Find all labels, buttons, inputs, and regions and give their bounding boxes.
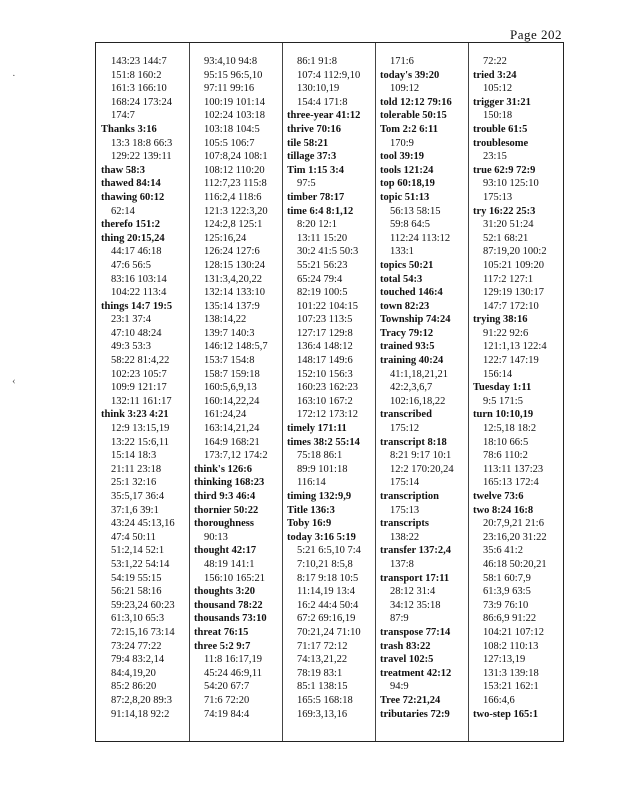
index-term: trying 38:16	[473, 314, 528, 326]
index-page-refs: 146:12 148:5,7	[204, 341, 268, 353]
index-term: therefo 151:2	[101, 219, 160, 231]
index-term: topic 51:13	[380, 191, 430, 203]
index-page-refs: 28:12 31:4	[390, 586, 436, 598]
index-page-refs: 121:3 122:3,20	[204, 205, 268, 217]
index-page-refs: 82:19 100:5	[297, 287, 348, 299]
index-page-refs: 127:13,19	[483, 654, 526, 666]
index-page-refs: 7:10,21 8:5,8	[297, 558, 353, 570]
index-term: Thanks 3:16	[101, 123, 157, 135]
index-page-refs: 129:19 130:17	[483, 287, 544, 299]
index-page-refs: 127:17 129:8	[297, 327, 353, 339]
index-page-refs: 47:10 48:24	[111, 327, 162, 339]
index-page-refs: 62:14	[111, 205, 135, 217]
index-term: threat 76:15	[194, 626, 249, 638]
index-page-refs: 129:22 139:11	[111, 151, 172, 163]
index-page-refs: 71:6 72:20	[204, 694, 250, 706]
index-term: things 14:7 19:5	[101, 300, 173, 312]
margin-mark: ·	[12, 70, 16, 82]
index-term: true 62:9 72:9	[473, 164, 536, 176]
index-term: Tim 1:15 3:4	[287, 164, 344, 176]
index-term: try 16:22 25:3	[473, 205, 536, 217]
index-term: tillage 37:3	[287, 151, 337, 163]
index-term: tried 3:24	[473, 69, 517, 81]
index-term: two 8:24 16:8	[473, 504, 534, 516]
index-page-refs: 169:3,13,16	[297, 708, 348, 720]
index-page-refs: 113:11 137:23	[483, 463, 544, 475]
index-term: Tuesday 1:11	[473, 382, 532, 394]
index-page-refs: 87:9	[390, 613, 409, 625]
index-term: today 3:16 5:19	[287, 531, 356, 543]
index-page-refs: 166:4,6	[483, 694, 515, 706]
index-term: touched 146:4	[380, 287, 443, 299]
index-page-refs: 108:2 110:13	[483, 640, 539, 652]
index-page-refs: 160:14,22,24	[204, 395, 260, 407]
index-page-refs: 90:13	[204, 531, 228, 543]
index-term: thawing 60:12	[101, 191, 165, 203]
index-page-refs: 58:1 60:7,9	[483, 572, 531, 584]
index-page-refs: 87:2,8,20 89:3	[111, 694, 172, 706]
index-page-refs: 164:9 168:21	[204, 436, 260, 448]
index-page-refs: 160:23 162:23	[297, 382, 358, 394]
index-term: tolerable 50:15	[380, 110, 447, 122]
index-term: treatment 42:12	[380, 667, 452, 679]
index-page-refs: 107:23 113:5	[297, 314, 353, 326]
index-page-refs: 48:19 141:1	[204, 558, 255, 570]
index-page-refs: 43:24 45:13,16	[111, 518, 175, 530]
index-term: thoughts 3:20	[194, 586, 255, 598]
index-term: think 3:23 4:21	[101, 409, 169, 421]
index-term: turn 10:10,19	[473, 409, 534, 421]
index-page-refs: 136:4 148:12	[297, 341, 353, 353]
index-page-refs: 16:2 44:4 50:4	[297, 599, 359, 611]
index-term: timing 132:9,9	[287, 491, 352, 502]
index-term: thousands 73:10	[194, 613, 267, 625]
index-term: Toby 16:9	[287, 518, 332, 530]
index-term: tools 121:24	[380, 164, 434, 176]
index-page-refs: 173:7,12 174:2	[204, 450, 268, 462]
column-divider	[375, 43, 376, 741]
index-page-refs: 91:14,18 92:2	[111, 708, 170, 720]
index-page-refs: 85:2 86:20	[111, 681, 157, 693]
index-page-refs: 160:5,6,9,13	[204, 382, 257, 394]
column-divider	[189, 43, 190, 741]
index-page-refs: 31:20 51:24	[483, 219, 534, 231]
index-page-refs: 84:4,19,20	[111, 667, 156, 679]
index-term: trash 83:22	[380, 640, 431, 652]
index-page-refs: 102:24 103:18	[204, 110, 265, 122]
index-term: trigger 31:21	[473, 96, 531, 108]
index-page-refs: 35:6 41:2	[483, 545, 523, 557]
index-page-refs: 148:17 149:6	[297, 355, 353, 367]
index-term: thought 42:17	[194, 545, 257, 557]
index-page-refs: 55:21 56:23	[297, 259, 348, 271]
index-page-refs: 46:18 50:20,21	[483, 558, 547, 570]
index-page-refs: 156:10 165:21	[204, 572, 265, 584]
index-page-refs: 151:8 160:2	[111, 69, 162, 81]
index-term: thousand 78:22	[194, 599, 263, 611]
index-term: timely 171:11	[287, 423, 347, 435]
index-page-refs: 175:13	[483, 191, 513, 203]
index-page-refs: 72:22	[483, 56, 507, 67]
index-term: transport 17:11	[380, 572, 450, 584]
index-term: two-step 165:1	[473, 708, 539, 720]
index-page-refs: 152:10 156:3	[297, 368, 353, 380]
index-term: today's 39:20	[380, 69, 440, 81]
index-page-refs: 54:19 55:15	[111, 572, 162, 584]
index-page-refs: 86:6,9 91:22	[483, 613, 537, 625]
index-term: travel 102:5	[380, 654, 434, 666]
index-term: training 40:24	[380, 355, 444, 367]
index-page-refs: 161:24,24	[204, 409, 247, 421]
index-page-refs: 51:2,14 52:1	[111, 545, 165, 557]
index-page-refs: 59:8 64:5	[390, 219, 430, 231]
index-column-2	[194, 55, 268, 721]
index-page-refs: 89:9 101:18	[297, 463, 348, 475]
index-page-refs: 128:15 130:24	[204, 259, 265, 271]
index-page-refs: 23:15	[483, 151, 507, 163]
index-term: transcribed	[380, 409, 432, 421]
index-page-refs: 8:20 12:1	[297, 219, 337, 231]
index-page-refs: 154:4 171:8	[297, 96, 348, 108]
index-term: thaw 58:3	[101, 164, 146, 176]
index-page-refs: 74:19 84:4	[204, 708, 250, 720]
index-page-refs: 47:6 56:5	[111, 259, 151, 271]
index-term: transcripts	[380, 518, 429, 530]
index-page-refs: 93:10 125:10	[483, 178, 539, 190]
index-term: Tracy 79:12	[380, 327, 434, 339]
index-term: transcription	[380, 491, 439, 502]
index-page-refs: 11:8 16:17,19	[204, 654, 262, 666]
index-page-refs: 150:18	[483, 110, 513, 122]
index-term: top 60:18,19	[380, 178, 435, 190]
index-page-refs: 13:3 18:8 66:3	[111, 137, 173, 149]
index-page-refs: 174:7	[111, 110, 135, 122]
index-page-refs: 132:11 161:17	[111, 395, 172, 407]
index-page-refs: 12:2 170:20,24	[390, 463, 454, 475]
index-page-refs: 102:23 105:7	[111, 368, 167, 380]
index-page-refs: 107:8,24 108:1	[204, 151, 268, 163]
index-column-3	[287, 55, 361, 721]
index-term: topics 50:21	[380, 259, 434, 271]
index-page-refs: 101:22 104:15	[297, 300, 358, 312]
index-page-refs: 78:6 110:2	[483, 450, 528, 462]
index-page-refs: 78:19 83:1	[297, 667, 343, 679]
index-page-refs: 105:5 106:7	[204, 137, 255, 149]
index-page-refs: 104:22 113:4	[111, 287, 167, 299]
index-page-refs: 93:4,10 94:8	[204, 56, 258, 67]
index-page-refs: 67:2 69:16,19	[297, 613, 356, 625]
index-page-refs: 86:1 91:8	[297, 56, 337, 67]
index-term: third 9:3 46:4	[194, 491, 256, 502]
index-term: thoroughness	[194, 518, 254, 530]
index-page-refs: 172:12 173:12	[297, 409, 358, 421]
index-page-refs: 130:10,19	[297, 83, 340, 95]
index-page-refs: 97:5	[297, 178, 316, 190]
index-page-refs: 156:14	[483, 368, 513, 380]
index-page-refs: 105:21 109:20	[483, 259, 544, 271]
index-term: told 12:12 79:16	[380, 96, 452, 108]
index-page-refs: 97:11 99:16	[204, 83, 255, 95]
index-page-refs: 34:12 35:18	[390, 599, 441, 611]
index-term: trouble 61:5	[473, 123, 528, 135]
index-page-refs: 131:3 139:18	[483, 667, 539, 679]
index-page-refs: 103:18 104:5	[204, 123, 260, 135]
index-page-refs: 58:22 81:4,22	[111, 355, 170, 367]
index-page-refs: 5:21 6:5,10 7:4	[297, 545, 361, 557]
index-page-refs: 23:1 37:4	[111, 314, 151, 326]
index-page-refs: 107:4 112:9,10	[297, 69, 361, 81]
index-term: town 82:23	[380, 300, 430, 312]
index-page-refs: 75:18 86:1	[297, 450, 343, 462]
index-page-refs: 47:4 50:11	[111, 531, 156, 543]
index-term: tributaries 72:9	[380, 708, 450, 720]
index-page-refs: 87:19,20 100:2	[483, 246, 547, 258]
index-page-refs: 165:13 172:4	[483, 477, 539, 489]
index-term: thawed 84:14	[101, 178, 161, 190]
column-divider	[468, 43, 469, 741]
index-term: trained 93:5	[380, 341, 435, 353]
index-page-refs: 116:2,4 118:6	[204, 191, 262, 203]
index-term: Title 136:3	[287, 504, 335, 516]
index-page-refs: 21:11 23:18	[111, 463, 162, 475]
index-term: thrive 70:16	[287, 123, 341, 135]
index-page-refs: 109:9 121:17	[111, 382, 167, 394]
index-page-refs: 104:21 107:12	[483, 626, 544, 638]
index-page-refs: 15:14 18:3	[111, 450, 157, 462]
index-term: thinking 168:23	[194, 477, 265, 489]
index-page-refs: 125:16,24	[204, 232, 247, 244]
index-page-refs: 137:8	[390, 558, 414, 570]
index-page-refs: 175:12	[390, 423, 420, 435]
index-page-refs: 171:6	[390, 56, 414, 67]
index-page-refs: 56:13 58:15	[390, 205, 441, 217]
index-page-refs: 131:3,4,20,22	[204, 273, 263, 285]
index-page-frame	[95, 42, 564, 742]
index-term: Tom 2:2 6:11	[380, 123, 438, 135]
index-page-refs: 59:23,24 60:23	[111, 599, 175, 611]
index-page-refs: 53:1,22 54:14	[111, 558, 170, 570]
index-term: three-year 41:12	[287, 110, 361, 122]
index-term: tile 58:21	[287, 137, 329, 149]
margin-mark: ‹	[12, 375, 16, 387]
index-term: troublesome	[473, 137, 529, 149]
index-page-refs: 147:7 172:10	[483, 300, 539, 312]
index-page-refs: 23:16,20 31:22	[483, 531, 547, 543]
index-page-refs: 102:16,18,22	[390, 395, 446, 407]
index-page-refs: 143:23 144:7	[111, 56, 167, 67]
index-term: Township 74:24	[380, 314, 451, 326]
index-page-refs: 105:12	[483, 83, 513, 95]
index-page-refs: 117:2 127:1	[483, 273, 534, 285]
index-page-refs: 161:3 166:10	[111, 83, 167, 95]
index-page-refs: 41:1,18,21,21	[390, 368, 449, 380]
index-column-1	[101, 55, 175, 721]
index-column-4	[380, 55, 454, 721]
index-term: think's 126:6	[194, 463, 253, 475]
index-page-refs: 121:1,13 122:4	[483, 341, 547, 353]
index-page-refs: 52:1 68:21	[483, 232, 529, 244]
index-term: twelve 73:6	[473, 491, 524, 502]
index-page-refs: 30:2 41:5 50:3	[297, 246, 359, 258]
index-page-refs: 133:1	[390, 246, 414, 258]
column-divider	[282, 43, 283, 741]
index-page-refs: 79:4 83:2,14	[111, 654, 165, 666]
index-page-refs: 45:24 46:9,11	[204, 667, 262, 679]
index-page-refs: 73:24 77:22	[111, 640, 162, 652]
index-page-refs: 112:7,23 115:8	[204, 178, 267, 190]
index-page-refs: 12:9 13:15,19	[111, 423, 170, 435]
index-page-refs: 11:14,19 13:4	[297, 586, 355, 598]
index-page-refs: 71:17 72:12	[297, 640, 348, 652]
index-page-refs: 72:15,16 73:14	[111, 626, 175, 638]
index-page-refs: 94:9	[390, 681, 409, 693]
index-page-refs: 85:1 138:15	[297, 681, 348, 693]
index-page-refs: 109:12	[390, 83, 420, 95]
index-term: transpose 77:14	[380, 626, 451, 638]
index-page-refs: 91:22 92:6	[483, 327, 529, 339]
index-term: time 6:4 8:1,12	[287, 205, 354, 217]
page-number-header: Page 202	[509, 27, 562, 42]
index-page-refs: 139:7 140:3	[204, 327, 255, 339]
index-page-refs: 158:7 159:18	[204, 368, 260, 380]
index-page-refs: 153:7 154:8	[204, 355, 255, 367]
index-page-refs: 35:5,17 36:4	[111, 491, 165, 502]
index-page-refs: 18:10 66:5	[483, 436, 529, 448]
index-term: total 54:3	[380, 273, 423, 285]
index-page-refs: 175:13	[390, 504, 420, 516]
index-term: thornier 50:22	[194, 504, 259, 516]
index-term: three 5:2 9:7	[194, 640, 251, 652]
index-page-refs: 163:10 167:2	[297, 395, 353, 407]
index-page-refs: 54:20 67:7	[204, 681, 250, 693]
index-page-refs: 170:9	[390, 137, 414, 149]
index-page-refs: 44:17 46:18	[111, 246, 162, 258]
index-page-refs: 61:3,9 63:5	[483, 586, 531, 598]
index-page-refs: 20:7,9,21 21:6	[483, 518, 544, 530]
index-page-refs: 74:13,21,22	[297, 654, 348, 666]
index-page-refs: 8:21 9:17 10:1	[390, 450, 452, 462]
index-page-refs: 8:17 9:18 10:5	[297, 572, 359, 584]
index-page-refs: 126:24 127:6	[204, 246, 260, 258]
index-page-refs: 108:12 110:20	[204, 164, 265, 176]
index-page-refs: 83:16 103:14	[111, 273, 167, 285]
index-page-refs: 65:24 79:4	[297, 273, 343, 285]
index-page-refs: 124:2,8 125:1	[204, 219, 263, 231]
index-page-refs: 13:11 15:20	[297, 232, 348, 244]
index-page-refs: 132:14 133:10	[204, 287, 265, 299]
index-page-refs: 13:22 15:6,11	[111, 436, 169, 448]
index-page-refs: 70:21,24 71:10	[297, 626, 361, 638]
index-page-refs: 168:24 173:24	[111, 96, 172, 108]
index-page-refs: 12:5,18 18:2	[483, 423, 537, 435]
index-page-refs: 153:21 162:1	[483, 681, 539, 693]
index-page-refs: 37:1,6 39:1	[111, 504, 159, 516]
index-column-5	[473, 55, 547, 721]
index-page-refs: 56:21 58:16	[111, 586, 162, 598]
index-term: transcript 8:18	[380, 436, 447, 448]
index-term: times 38:2 55:14	[287, 436, 360, 448]
index-page-refs: 138:22	[390, 531, 420, 543]
index-page-refs: 61:3,10 65:3	[111, 613, 165, 625]
index-page-refs: 165:5 168:18	[297, 694, 353, 706]
index-term: thing 20:15,24	[101, 232, 165, 244]
index-page-refs: 49:3 53:3	[111, 341, 151, 353]
index-page-refs: 95:15 96:5,10	[204, 69, 263, 81]
index-term: tool 39:19	[380, 151, 425, 163]
index-page-refs: 116:14	[297, 477, 326, 489]
index-page-refs: 42:2,3,6,7	[390, 382, 433, 394]
index-page-refs: 122:7 147:19	[483, 355, 539, 367]
index-page-refs: 100:19 101:14	[204, 96, 265, 108]
index-page-refs: 163:14,21,24	[204, 423, 260, 435]
index-term: timber 78:17	[287, 191, 345, 203]
index-page-refs: 175:14	[390, 477, 420, 489]
index-term: transfer 137:2,4	[380, 545, 451, 557]
index-page-refs: 9:5 171:5	[483, 395, 523, 407]
index-term: Tree 72:21,24	[380, 694, 441, 706]
index-page-refs: 138:14,22	[204, 314, 247, 326]
index-page-refs: 135:14 137:9	[204, 300, 260, 312]
index-page-refs: 25:1 32:16	[111, 477, 157, 489]
index-page-refs: 112:24 113:12	[390, 232, 451, 244]
index-page-refs: 73:9 76:10	[483, 599, 529, 611]
